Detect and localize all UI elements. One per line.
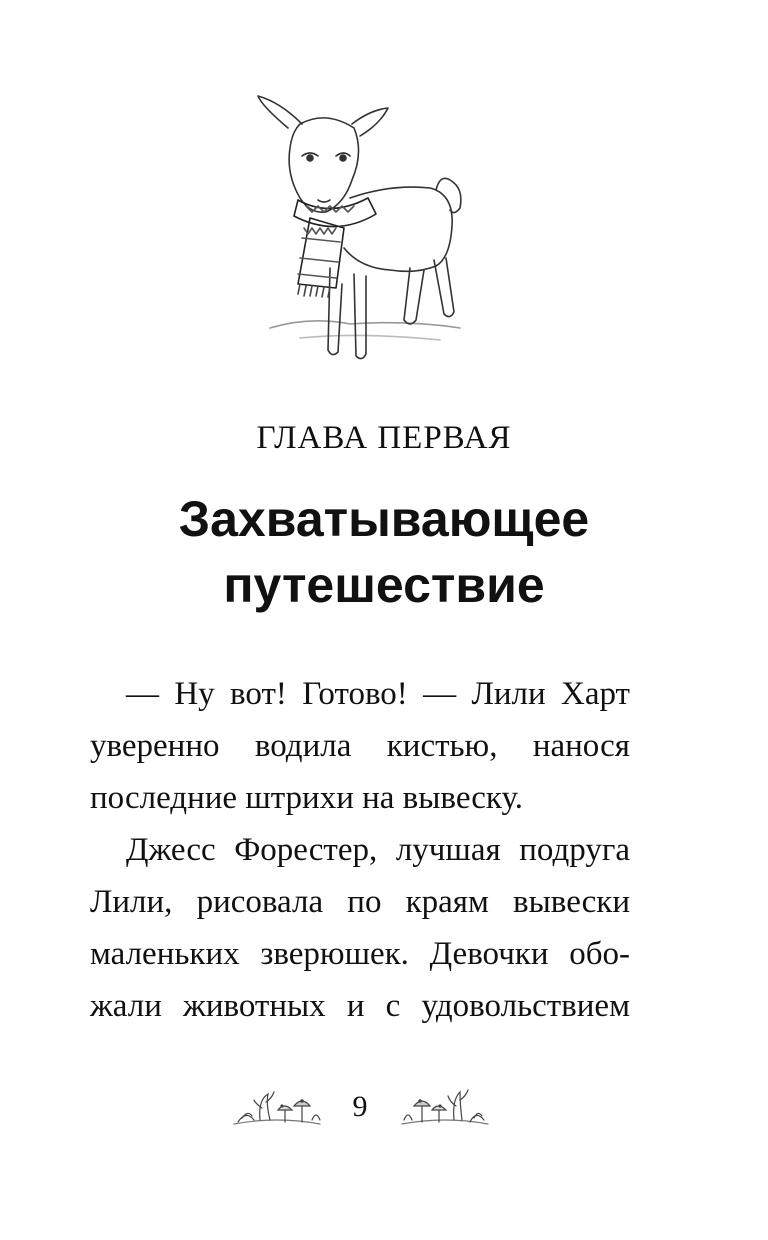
word: краям xyxy=(405,884,489,920)
mushroom-fern-ornament-icon xyxy=(400,1080,490,1130)
word: подруга xyxy=(519,832,630,868)
word: — xyxy=(126,676,159,712)
chapter-label: ГЛАВА ПЕРВАЯ xyxy=(256,420,512,456)
text-line xyxy=(90,980,630,1032)
word: вот! xyxy=(230,676,287,712)
text-line xyxy=(90,876,630,928)
lamb-in-scarf-icon xyxy=(240,88,510,388)
word: водила xyxy=(254,728,352,764)
body-text xyxy=(90,668,630,1032)
word: рисовала xyxy=(196,884,324,920)
word: уверенно xyxy=(90,728,220,764)
page-footer xyxy=(0,1076,768,1136)
word: и xyxy=(346,988,365,1024)
word: Джесс xyxy=(126,832,216,868)
word: зверюшек. xyxy=(260,936,409,972)
word: Лили xyxy=(471,676,546,712)
text-line xyxy=(90,772,630,824)
text-line xyxy=(90,928,630,980)
word: вывески xyxy=(513,884,630,920)
word: Девочки xyxy=(429,936,549,972)
word: удовольствием xyxy=(421,988,630,1024)
word: Форестер, xyxy=(234,832,378,868)
word: по xyxy=(347,884,382,920)
word: с xyxy=(385,988,401,1024)
chapter-title-line: Захватывающее xyxy=(178,491,590,547)
word: Лили, xyxy=(90,884,173,920)
chapter-title-line: путешествие xyxy=(223,557,545,613)
word: маленьких xyxy=(90,936,240,972)
page-number: 9 xyxy=(352,1090,368,1123)
mushroom-fern-ornament-icon xyxy=(232,1080,322,1130)
word: — xyxy=(423,676,457,712)
text-line xyxy=(90,668,630,720)
word: Ну xyxy=(174,676,215,712)
word: животных xyxy=(183,988,326,1024)
word: последние штрихи на вывеску. xyxy=(90,780,523,816)
word: нанося xyxy=(532,728,630,764)
word: обо- xyxy=(569,936,630,972)
text-line xyxy=(90,720,630,772)
word: жали xyxy=(90,988,162,1024)
word: лучшая xyxy=(395,832,501,868)
word: Готово! xyxy=(302,676,408,712)
chapter-title xyxy=(0,486,768,618)
text-line xyxy=(90,824,630,876)
word: кистью, xyxy=(386,728,498,764)
word: Харт xyxy=(561,676,630,712)
